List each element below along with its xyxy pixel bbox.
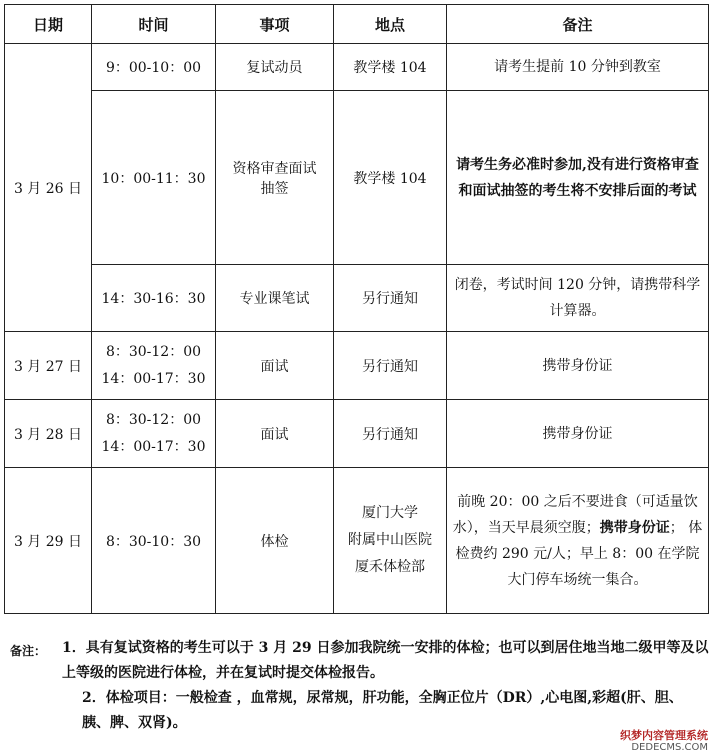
place-cell: 另行通知 bbox=[334, 400, 447, 468]
item-cell: 面试 bbox=[216, 400, 334, 468]
note-cell: 请考生务必准时参加,没有进行资格审查和面试抽签的考生将不安排后面的考试 bbox=[447, 91, 709, 265]
header-place: 地点 bbox=[334, 5, 447, 44]
place-cell: 另行通知 bbox=[334, 265, 447, 332]
header-note: 备注 bbox=[447, 5, 709, 44]
place-line: 附属中山医院 bbox=[348, 532, 432, 548]
time-cell: 9：00-10：00 bbox=[92, 44, 216, 91]
table-row bbox=[5, 265, 709, 332]
note-bold-text: 携带身份证 bbox=[599, 519, 670, 536]
time-line: 14：00-17：30 bbox=[101, 370, 206, 387]
watermark-line: 织梦内容管理系统 bbox=[620, 729, 708, 742]
time-cell bbox=[92, 400, 216, 468]
note-cell: 请考生提前 10 分钟到教室 bbox=[447, 44, 709, 91]
table-row bbox=[5, 332, 709, 400]
note-cell: 携带身份证 bbox=[447, 332, 709, 400]
place-cell: 教学楼 104 bbox=[334, 44, 447, 91]
place-cell: 另行通知 bbox=[334, 332, 447, 400]
note-cell bbox=[447, 468, 709, 614]
date-cell: 3 月 27 日 bbox=[5, 332, 92, 400]
time-line: 14：00-17：30 bbox=[101, 438, 206, 455]
item-cell: 资格审查面试抽签 bbox=[216, 91, 334, 265]
date-cell: 3 月 28 日 bbox=[5, 400, 92, 468]
header-time: 时间 bbox=[92, 5, 216, 44]
time-cell: 14：30-16：30 bbox=[92, 265, 216, 332]
item-cell: 体检 bbox=[216, 468, 334, 614]
time-cell: 8：30-10：30 bbox=[92, 468, 216, 614]
note-cell: 携带身份证 bbox=[447, 400, 709, 468]
schedule-table bbox=[4, 4, 709, 614]
watermark-line: DEDECMS.COM bbox=[631, 742, 708, 753]
time-cell: 10：00-11：30 bbox=[92, 91, 216, 265]
footer-note-2 bbox=[10, 686, 710, 736]
footer-notes bbox=[10, 636, 710, 736]
header-item: 事项 bbox=[216, 5, 334, 44]
time-cell bbox=[92, 332, 216, 400]
item-cell: 面试 bbox=[216, 332, 334, 400]
item-cell: 复试动员 bbox=[216, 44, 334, 91]
footer-note-1 bbox=[10, 636, 710, 686]
date-cell: 3 月 26 日 bbox=[5, 44, 92, 332]
note-cell: 闭卷，考试时间 120 分钟，请携带科学计算器。 bbox=[447, 265, 709, 332]
place-cell bbox=[334, 468, 447, 614]
header-row bbox=[5, 5, 709, 44]
footer-label: 备注： bbox=[10, 644, 47, 658]
note-text: ； 体检费约 290 元/人；早上 8：00 在学院大门停车场统一集合。 bbox=[455, 519, 703, 588]
place-cell: 教学楼 104 bbox=[334, 91, 447, 265]
table-row bbox=[5, 91, 709, 265]
place-line: 厦禾体检部 bbox=[355, 559, 425, 575]
table-row bbox=[5, 468, 709, 614]
time-line: 8：30-12：00 bbox=[105, 411, 202, 428]
date-cell: 3 月 29 日 bbox=[5, 468, 92, 614]
watermark bbox=[620, 729, 708, 754]
table-row bbox=[5, 44, 709, 91]
table-row bbox=[5, 400, 709, 468]
header-date: 日期 bbox=[5, 5, 92, 44]
footer-note-text: 2．体检项目：一般检查 ，血常规，尿常规，肝功能，全胸正位片（DR）,心电图,彩超(肝、胆、胰、脾、双肾)。 bbox=[82, 690, 683, 731]
footer-note-text: 1．具有复试资格的考生可以于 3 月 29 日参加我院统一安排的体检；也可以到居住地当地二级甲等及以上等级的医院进行体检，并在复试时提交体检报告。 bbox=[62, 640, 709, 681]
note-text: 前晚 20：00 之后不要进食（可适量饮水），当天早晨须空腹； bbox=[452, 493, 698, 536]
item-cell: 专业课笔试 bbox=[216, 265, 334, 332]
place-line: 厦门大学 bbox=[362, 505, 418, 521]
time-line: 8：30-12：00 bbox=[105, 343, 202, 360]
